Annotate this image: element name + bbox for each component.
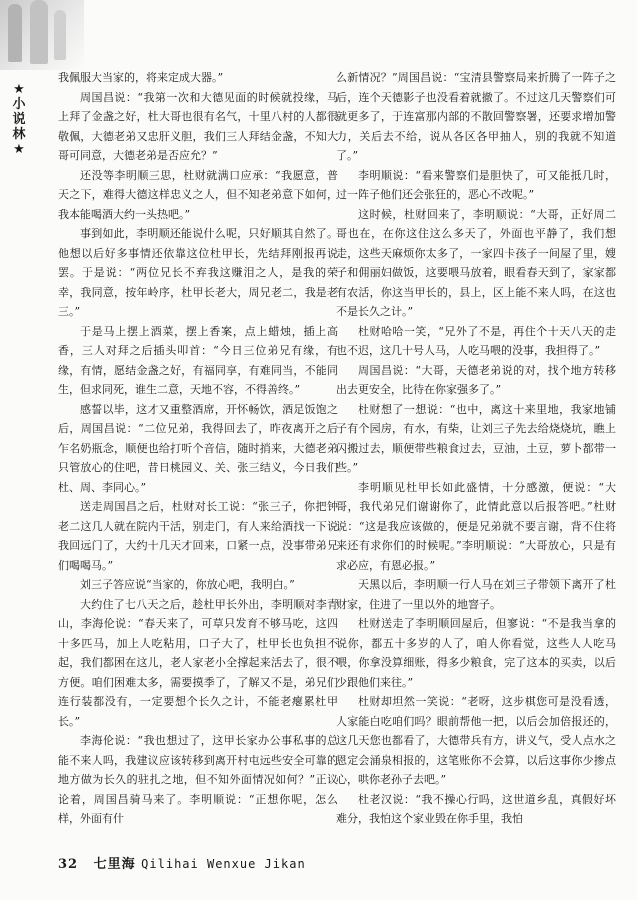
paragraph: 还没等李明顺三思，杜财就满口应承：“我愿意，普天之下，难得大德这样忠义之人，但不知老弟意下如何，我本能喝酒大约一头热吧。” (58, 168, 338, 221)
paragraph: 送走周国昌之后，杜财对长工说：“张三子，你把钟老二这几人就在院内干活，别走门，有人来给酒找一下说我回远门了，大约十几天才回来，口紧一点，没事带弟兄们喝喝马。” (58, 500, 338, 572)
section-label-char: 林 (12, 127, 26, 142)
paragraph: 事到如此，李明顺还能说什么呢，只好顺其自然了。他想以后好多事情还依靠这位杜甲长，先结拜刚报再说罢。于是说：“两位兄长不弃我这赚泪之人，是我的荣幸，我同意，按年岭序，杜甲长老大，周兄老二，我是老三。” (58, 227, 338, 318)
paragraph: 杜财哈哈一笑，“兄外了不是，再住个十天八天的走也不迟，这几十号人马，人吃马喂的没事，我担得了。” (336, 324, 616, 357)
section-label-char: 小 (12, 97, 26, 112)
left-text-column (58, 68, 338, 829)
header-decoration-image (0, 0, 84, 70)
page-number: 32 (58, 857, 79, 872)
paragraph: 杜财想了一想说：“也中，离这十来里地，我家地铺子有个园房，有水，有柴，让刘三子先去给烧烧坑，瞧上闪搬过去，顺便带些粮食过去，豆油，土豆，萝卜都带一些。” (336, 402, 616, 474)
section-label (11, 82, 27, 157)
paragraph: 杜老汉说：“我不操心行吗，这世道乡乱，真假好坏难分，我怕这个家业毁在你手里，我怕 (336, 792, 616, 825)
paragraph: 周国昌说：“大哥，天德老弟说的对，找个地方转移出去更安全，比待在你家强多了。” (336, 363, 616, 396)
paragraph: 于是马上摆上酒菜，摆上香案，点上蜡烛，插上高香，三人对拜之后插头叩首：“今日三位弟兄有缘，有缘，有情，愿结金盏之好，有福同享，有难同当，不能同生，但求同死，谁生二意，天地不容，不得善终。” (58, 324, 338, 396)
star-icon: ★ (13, 142, 25, 157)
page-footer (58, 853, 306, 872)
paragraph: 周国昌说：“我第一次和大德见面的时候就投缘，马上拜了金盏之好，杜大哥也很有名气，十里八村的人都很敬佩，大德老弟又忠肝义胆，我们三人拜结金盏，不知大哥可同意，大德老弟是否应允？” (58, 90, 338, 162)
tree-shape (8, 4, 22, 62)
section-label-char: 说 (12, 112, 26, 127)
paragraph: 大约住了七八天之后，趁杜甲长外出，李明顺对李青山，李海伦说：“春天来了，可草只发育不够马吃，这四十多匹马，加上人吃粘用，口子大了，杜甲长也负担不起，我们都困在这儿，老人家老小全撑起来活去了，很不方便。咱们困难太多，需要摸季了，了解又不是，弟兄们连行装都没有，一定要想个长久之计，不能老瘪累杜甲长。” (58, 597, 338, 728)
magazine-name: 七里海 (93, 857, 136, 872)
paragraph: 杜财送走了李明顺回屋后，但寥说：“不是我当拿的说你，都五十多岁的人了，咱人你看觉，这些人人吃马喂，你拿没算细账，得多少粮食，完了这本的买卖，以后少跟他们来往。” (336, 617, 616, 689)
magazine-latin-name: Qilihai Wenxue Jikan (141, 857, 306, 871)
paragraph: 李明顺见杜甲长如此盛情，十分感激，便说：“大哥，我代弟兄们谢谢你了，此情此意以后报答吧。”杜财说：“这是我应该做的，便是兄弟就不要言谢，背不住将来还有求你们的时候呢。”李明顺说：“大哥放心，只是有求必应，有恩必报。” (336, 480, 616, 572)
paragraph: 天黑以后，李明顺一行人马在刘三子带领下离开了杜财家，住进了一里以外的地窨子。 (336, 578, 616, 611)
right-text-column (336, 68, 616, 829)
paragraph: 感誓以毕，这才又重整酒席，开怀畅饮，酒足饭饱之后，周国昌说：“二位兄弟，我得回去了，昨夜离开之后乍名奶瓶念，顺便也给打听个音信，随时捎来，大德老弟只管放心的住吧，昔日桃园义、关、张三结义，今日我们杜、周、李同心。” (58, 402, 338, 494)
paragraph: 我佩服大当家的，将来定成大器。” (58, 71, 224, 84)
paragraph: 杜财却坦然一笑说：“老呀，这步棋您可是没看透，人家能白吃咱们吗？眼前帮他一把，以后会加倍报还的，这几天您也都看了，大德带兵有方，讲义气，受人点水之恩定会涌泉相报的，这笔账你不会算，以后这事你少掺点心，哄你老孙子去吧。” (336, 695, 616, 786)
tree-shape (54, 10, 66, 60)
paragraph: 李明顺说：“看来警察们是胆快了，可又能抵几时，过一阵子他们还会张狂的，恶心不改呢。” (336, 168, 616, 201)
tree-shape (30, 0, 48, 64)
star-icon: ★ (13, 82, 25, 97)
paragraph: 李海伦说：“我也想过了，这甲长家办公事私事的总能不来人吗，我建议应该转移到离开村屯远些安全可靠的地方做为长久的驻扎之地，但不知外面情况如何？”正议论着，周国昌骑马来了。李明顺说：“正想你呢，怎么样，外面有什 (58, 734, 338, 825)
paragraph: 么新情况？”周国昌说：“宝清县警察局来折腾了一阵子之后，连个天德影子也没看着就撤了。不过这几天警察们可就更多了，于连富那内部的不散回警察署，还要求增加警力，关后去不给，说从各区各甲抽人，别的我就不知道了。” (336, 71, 616, 162)
paragraph: 这时候，杜财回来了，李明顺说：“大哥，正好周二哥也在，在你这住这么多天了，外面也平静了，我们想走，这些天麻烦你太多了，一家四卡孩子一间屋了里，嫂子和佣丽妇做饭，这要喂马放着，眼看春天到了，家家都有农活，你这当甲长的，县上，区上能不来人吗，在这也不是长久之计。” (336, 207, 616, 318)
paragraph: 刘三子答应说“当家的，你放心吧，我明白。” (80, 578, 295, 591)
